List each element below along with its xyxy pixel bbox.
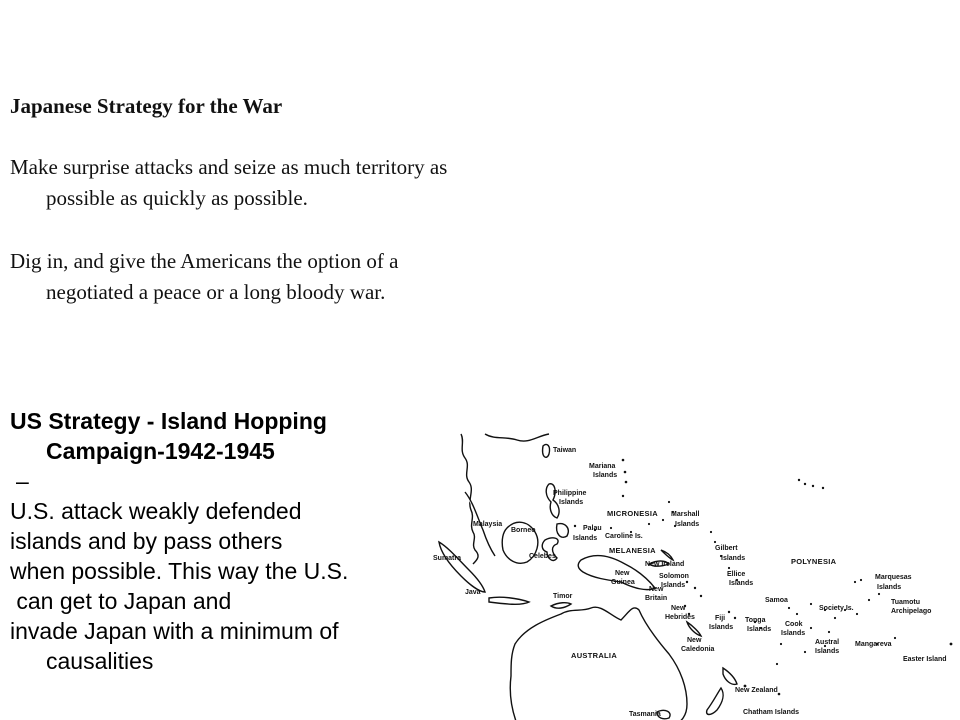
label-new-guinea-2: Guinea: [611, 579, 635, 586]
label-timor: Timor: [553, 593, 573, 600]
label-tonga-1: Tonga: [745, 617, 766, 624]
label-australia: AUSTRALIA: [571, 651, 618, 660]
label-cook-1: Cook: [785, 621, 803, 628]
us-line-6: causalities: [46, 648, 154, 674]
label-cook-2: Islands: [781, 630, 806, 637]
label-java: Java: [465, 589, 481, 596]
label-melanesia: MELANESIA: [609, 546, 656, 555]
label-tonga-2: Islands: [747, 626, 772, 633]
us-line-1: U.S. attack weakly defended: [10, 498, 302, 524]
label-new-guinea-1: New: [615, 570, 630, 577]
label-tuamotu-1: Tuamotu: [891, 599, 921, 606]
java-island: [489, 597, 529, 604]
label-mariana-2: Islands: [593, 472, 618, 479]
label-ellice-2: Islands: [729, 580, 754, 587]
timor-island: [551, 603, 571, 608]
us-line-3: when possible. This way the U.S.: [10, 558, 349, 584]
label-gilbert-1: Gilbert: [715, 545, 738, 552]
label-marquesas-2: Islands: [877, 584, 902, 591]
label-gilbert-2: Islands: [721, 555, 746, 562]
label-tuamotu-2: Archipelago: [891, 608, 932, 615]
us-strategy-title-line2: Campaign-1942-1945: [46, 438, 275, 464]
label-malaysia: Malaysia: [473, 521, 503, 528]
us-strategy-title-line1: US Strategy - Island Hopping: [10, 408, 327, 434]
label-marshall-2: Islands: [675, 521, 700, 528]
label-taiwan: Taiwan: [553, 447, 577, 454]
label-fiji-2: Islands: [709, 624, 734, 631]
label-philippine-1: Philippine: [553, 490, 587, 497]
new-zealand-north: [723, 668, 737, 684]
label-new-britain-2: Britain: [645, 595, 668, 602]
taiwan-island: [543, 444, 550, 457]
us-line-4: can get to Japan and: [10, 588, 232, 614]
mindanao-island: [557, 524, 569, 538]
pacific-map: [425, 432, 960, 720]
label-new-ireland: New Ireland: [645, 561, 685, 568]
philippines-island: [546, 484, 559, 518]
label-new-hebrides-1: New: [671, 605, 686, 612]
label-new-zealand: New Zealand: [735, 687, 778, 694]
label-new-caledonia-1: New: [687, 637, 702, 644]
us-dash: –: [16, 468, 29, 494]
label-solomon-2: Islands: [661, 582, 686, 589]
label-mangareva: Mangareva: [855, 641, 892, 648]
label-mariana-1: Mariana: [589, 463, 616, 470]
us-line-5: invade Japan with a minimum of: [10, 618, 339, 644]
label-new-caledonia-2: Caledonia: [681, 646, 715, 653]
label-sumatra: Sumatra: [433, 555, 462, 562]
label-chatham-islands: Chatham Islands: [743, 709, 800, 716]
label-austral-1: Austral: [815, 639, 840, 646]
new-ireland-island: [661, 550, 673, 560]
label-samoa: Samoa: [765, 597, 788, 604]
label-society: Society Is.: [819, 605, 854, 612]
sumatra-island: [439, 542, 485, 592]
label-palau-1: Palau: [583, 525, 602, 532]
label-polynesia: POLYNESIA: [791, 557, 837, 566]
label-celebes: Celebes: [529, 553, 556, 560]
label-ellice-1: Ellice: [727, 571, 746, 578]
australia-continent: [510, 607, 687, 720]
label-new-hebrides-2: Hebrides: [665, 614, 695, 621]
label-marshall-1: Marshall: [671, 511, 700, 518]
label-philippine-2: Islands: [559, 499, 584, 506]
japanese-point-dig-in: Dig in, and give the Americans the option of a negotiated a peace or a long bloody war.: [10, 249, 399, 304]
us-strategy-title: [10, 406, 420, 466]
label-tasmania: Tasmania: [629, 711, 661, 718]
label-marquesas-1: Marquesas: [875, 574, 912, 581]
label-micronesia: MICRONESIA: [607, 509, 658, 518]
label-caroline: Caroline Is.: [605, 533, 643, 540]
label-austral-2: Islands: [815, 648, 840, 655]
us-strategy-block: [10, 406, 420, 676]
new-zealand-south: [707, 688, 723, 715]
label-palau-2: Islands: [573, 535, 598, 542]
label-borneo: Borneo: [511, 527, 536, 534]
label-easter-island: Easter Island: [903, 656, 947, 663]
us-line-2: islands and by pass others: [10, 528, 283, 554]
label-fiji-1: Fiji: [715, 615, 726, 622]
label-new-britain-1: New: [649, 586, 664, 593]
japanese-point-surprise-attacks: Make surprise attacks and seize as much territory as possible as quickly as possible.: [10, 155, 448, 210]
new-caledonia-island: [687, 622, 701, 636]
label-solomon-1: Solomon: [659, 573, 689, 580]
japanese-strategy-heading: Japanese Strategy for the War: [10, 94, 283, 118]
